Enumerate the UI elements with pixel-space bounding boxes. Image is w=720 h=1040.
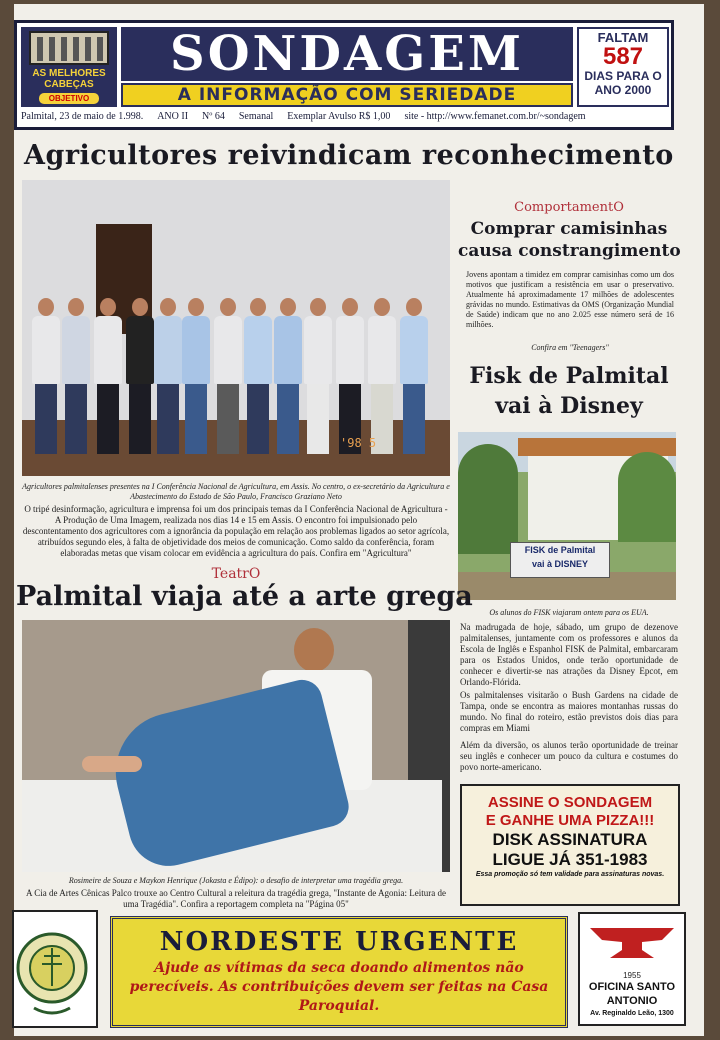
pizza-ad-line-2: E GANHE UMA PIZZA!!! — [485, 812, 655, 829]
issue-date: Palmital, 23 de maio de 1.998. — [21, 111, 144, 122]
photo-date-stamp: '98 5 — [340, 436, 377, 450]
comportamento-headline-2: causa constrangimento — [458, 241, 681, 261]
tagline: A INFORMAÇÃO COM SERIEDADE — [177, 85, 517, 105]
theater-caption: Rosimeire de Souza e Maykon Henrique (Jokasta e Édipo): o desafio de interpretar uma tragédia grega. — [68, 876, 404, 885]
palmital-seal-icon — [14, 912, 96, 1026]
oficina-ad — [578, 912, 686, 1026]
subscription-ad — [460, 784, 680, 906]
fisk-caption: Os alunos do FISK viajaram ontem para os EUA. — [489, 608, 649, 617]
fisk-paragraph-2: Os palmitalenses visitarão o Bush Gardens na cidade de Tampa, onde se encontra as maiores montanhas russas do mundo. No final do roteiro, estão previstos dois dias para compras em Miami — [460, 690, 678, 733]
fisk-headline-1: Fisk de Palmital — [469, 363, 669, 389]
comportamento-ref: Confira em "Teenagers" — [531, 343, 609, 352]
tower-logo-icon — [29, 31, 109, 65]
oficina-year: 1955 — [623, 971, 641, 980]
fisk-banner-line-2: vai à DISNEY — [531, 559, 589, 569]
objetivo-logo — [21, 27, 117, 107]
main-headline: Agricultores reivindicam reconhecimento — [24, 140, 674, 171]
oficina-name-2: ANTONIO — [606, 995, 658, 1007]
fisk-paragraph-3: Além da diversão, os alunos terão oportunidade de treinar seu inglês e conhecer um pouco da cultura e costumes do povo norte-americano. — [460, 740, 678, 772]
issue-info-bar — [21, 111, 669, 125]
pizza-ad-line-1: ASSINE O SONDAGEM — [487, 794, 653, 811]
comportamento-text: Jovens apontam a timidez em comprar camisinhas como um dos motivos que justificam a resistência em usar o preservativo. Atualmente há aproximadamente 17 milhões de adolescentes grávidas no mundo. Estimativas da OMS (Organização Mundial de Saúde) indicam que no ano 2.025 esse número será de 16 milhões. — [466, 270, 674, 329]
logo-line-1: AS MELHORES — [32, 68, 106, 79]
agriculture-photo — [22, 180, 450, 476]
nordeste-ad — [110, 916, 568, 1028]
issue-number: Nº 64 — [202, 111, 225, 122]
oficina-name-1: OFICINA SANTO — [588, 981, 676, 993]
masthead — [14, 20, 674, 130]
issue-price: Exemplar Avulso R$ 1,00 — [287, 111, 391, 122]
theater-photo — [22, 620, 450, 872]
agriculture-text: O tripé desinformação, agricultura e imprensa foi um dos principais temas da I Conferência Nacional de Agricultura - A Produção de Uma Imagem, realizada nos dias 14 e 15 em Assis. O encontro foi impulsionado pelo descontentamento dos agricultores com a ignorância da população em relação aos problemas ligados ao setor agrícola, atribuídos segundo eles, à falta de objetividade dos meios de comunicação. Como saldo da conferência, foram elaboradas metas que visam colocar em evidência a agricultura do país. Confira em "Agricultura" — [22, 504, 450, 558]
fisk-paragraph-1: Na madrugada de hoje, sábado, um grupo de dezenove palmitalenses, juntamente com os professores e alunos da Escola de Inglês e Espanhol FISK de Palmital, embarcaram para os Estados Unidos, onde terão oportunidade de conhecer e divertir-se nas atrações da Disney Epcot, em Orlando-Flórida. — [460, 622, 678, 687]
countdown-box — [577, 27, 669, 107]
countdown-line-1: DIAS PARA O — [584, 69, 662, 83]
logo-objetivo: OBJETIVO — [39, 93, 99, 104]
issue-year: ANO II — [157, 111, 189, 122]
countdown-line-2: ANO 2000 — [594, 83, 652, 97]
countdown-days: 587 — [602, 43, 644, 70]
issue-site[interactable]: site - http://www.femanet.com.br/~sondagem — [404, 111, 586, 122]
teatro-headline: Palmital viaja até a arte grega — [16, 581, 473, 612]
pizza-ad-line-3: DISK ASSINATURA — [492, 830, 648, 849]
newspaper-title: SONDAGEM — [170, 26, 524, 82]
theater-text: A Cia de Artes Cênicas Palco trouxe ao Centro Cultural a releitura da tragédia grega, "Instante de Agonia: Leitura de uma Tragédia". Confira a reportagem completa na "Página 05" — [25, 888, 447, 909]
nordeste-title: NORDESTE URGENTE — [159, 927, 519, 957]
agriculture-caption: Agricultores palmitalenses presentes na I Conferência Nacional de Agricultura, em Assis. No centro, o ex-secretário da Agricultura e Abastecimento do Estado de São Paulo, Francisco Graziano Neto — [22, 482, 450, 501]
comportamento-kicker: ComportamentO — [514, 200, 624, 215]
municipal-seal — [12, 910, 98, 1028]
logo-line-2: CABEÇAS — [44, 79, 94, 90]
oficina-address: Av. Reginaldo Leão, 1300 — [590, 1010, 674, 1017]
fisk-headline-2: vai à Disney — [495, 393, 643, 419]
pizza-ad-note: Essa promoção só tem validade para assinaturas novas. — [475, 871, 665, 878]
fisk-banner — [510, 542, 610, 578]
fisk-photo — [458, 432, 676, 600]
nordeste-message: Ajude as vítimas da seca doando alimentos não perecíveis. As contribuições devem ser feitas na Casa Paroquial. — [129, 960, 549, 1014]
countdown-label: FALTAM — [597, 30, 649, 45]
issue-period: Semanal — [238, 111, 274, 122]
comportamento-headline-1: Comprar camisinhas — [470, 219, 668, 239]
anvil-icon — [580, 920, 684, 966]
fisk-banner-line-1: FISK de Palmital — [524, 545, 596, 555]
pizza-ad-phone: LIGUE JÁ 351-1983 — [492, 850, 648, 869]
teatro-kicker: TeatrO — [211, 566, 261, 582]
